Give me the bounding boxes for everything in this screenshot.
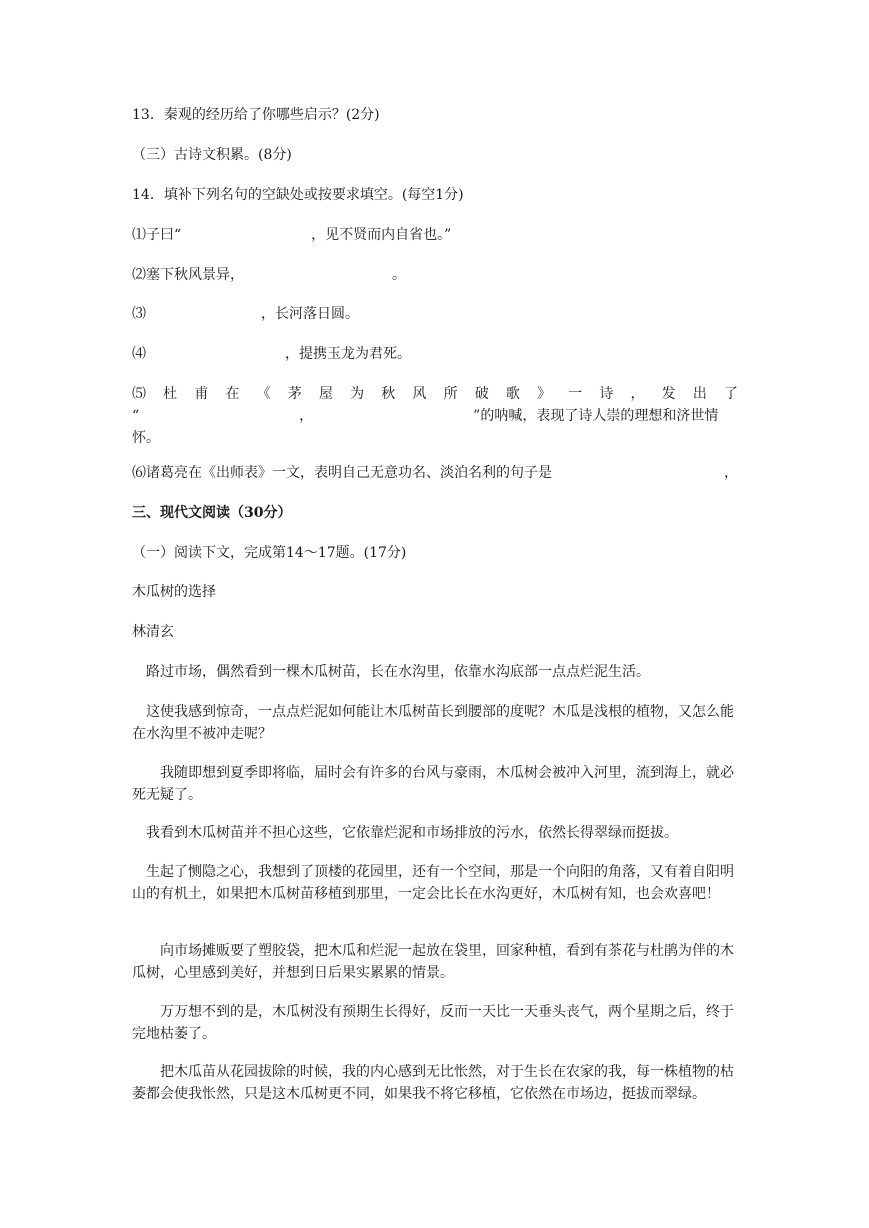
section-3-heading: （三）古诗文积累。(8分)	[132, 147, 292, 163]
q14-5-char: 》	[537, 386, 552, 402]
q14-item-4	[132, 343, 411, 365]
q14-5-line-3: 怀。	[132, 430, 160, 446]
q14-5-char: 在	[225, 386, 240, 402]
article-paragraph: 这使我感到惊奇，一点点烂泥如何能让木瓜树苗长到腰部的度呢？木瓜是浅根的植物，又怎么能在水沟里不被冲走呢？	[132, 704, 734, 742]
q14-5-char: 出	[692, 386, 707, 402]
article-author: 林清玄	[132, 624, 174, 640]
article-paragraph: 向市场摊贩要了塑胶袋，把木瓜和烂泥一起放在袋里，回家种植，看到有茶花与杜鹃为伴的木瓜树，心里感到美好，并想到日后果实累累的情景。	[132, 943, 734, 981]
q14-5-char: 了	[723, 386, 738, 402]
article-paragraph: 我随即想到夏季即将临，届时会有许多的台风与豪雨，木瓜树会被冲入河里，流到海上，就必死无疑了。	[132, 765, 734, 803]
q14-item-3	[132, 303, 359, 325]
part-3-subheading: （一）阅读下文，完成第14～17题。(17分)	[132, 545, 407, 561]
mid-comma: ，	[299, 408, 314, 424]
q14-4-prefix: ⑷	[132, 346, 146, 362]
q14-5-char: 秋	[381, 386, 396, 402]
q14-item-5	[132, 383, 738, 449]
open-quote: “	[132, 408, 140, 424]
article-paragraph: 万万想不到的是，木瓜树没有预期生长得好，反而一天比一天垂头丧气，两个星期之后，终于完地枯萎了。	[132, 1004, 734, 1042]
article-paragraph: 生起了恻隐之心，我想到了顶楼的花园里，还有一个空间，那是一个向阳的角落，又有着自阳明山的有机土，如果把木瓜树苗移植到那里，一定会比长在水沟更好，木瓜树有知，也会欢喜吧！	[132, 864, 734, 902]
q14-5-char: 歌	[505, 386, 520, 402]
q14-5-char: ，	[630, 386, 645, 402]
q14-5-char: 屋	[318, 386, 333, 402]
q14-1-prefix: ⑴子曰“	[132, 227, 182, 243]
q14-5-char: 破	[474, 386, 489, 402]
q14-6-comma: ，	[724, 465, 738, 481]
article-paragraph: 我看到木瓜树苗并不担心这些，它依靠烂泥和市场排放的污水，依然长得翠绿而挺拔。	[146, 825, 678, 841]
question-13: 13．秦观的经历给了你哪些启示？(2分)	[132, 107, 380, 123]
q14-3-prefix: ⑶	[132, 306, 146, 322]
part-3-heading: 三、现代文阅读（30分）	[132, 505, 292, 521]
q14-5-rest: ”的呐喊，表现了诗人崇的理想和济世情	[473, 408, 719, 424]
q14-5-char: 发	[661, 386, 676, 402]
q14-5-line-1	[132, 383, 738, 405]
q14-5-char: 一	[568, 386, 583, 402]
q14-5-char: ⑸	[132, 386, 146, 402]
q14-item-2	[132, 264, 406, 286]
article-paragraph: 路过市场，偶然看到一棵木瓜树苗，长在水沟里，依靠水沟底部一点点烂泥生活。	[146, 664, 650, 680]
q14-6-text: ⑹诸葛亮在《出师表》一文，表明自己无意功名、淡泊名利的句子是	[132, 465, 552, 481]
q14-2-prefix: ⑵塞下秋风景异，	[132, 267, 244, 283]
q14-2-suffix: 。	[392, 267, 406, 283]
q14-3-suffix: ，长河落日圆。	[261, 306, 359, 322]
q14-item-1	[132, 224, 451, 246]
q14-5-char: 茅	[287, 386, 302, 402]
q14-5-char: 杜	[163, 386, 178, 402]
q14-4-suffix: ，提携玉龙为君死。	[285, 346, 411, 362]
answer-blank[interactable]	[139, 405, 299, 427]
q14-5-char: 为	[350, 386, 365, 402]
q14-5-line-2	[132, 405, 738, 427]
article-paragraph: 把木瓜苗从花园拔除的时候，我的内心感到无比怅然，对于生长在农家的我，每一株植物的枯萎都会使我怅然，只是这木瓜树更不同，如果我不将它移植，它依然在市场边，挺拔而翠绿。	[132, 1064, 734, 1102]
question-14: 14．填补下列名句的空缺处或按要求填空。(每空1分)	[132, 187, 464, 203]
q14-1-suffix: ，见不贤而内自省也。”	[311, 227, 452, 243]
q14-item-6	[132, 462, 738, 484]
q14-5-char: 甫	[194, 386, 209, 402]
q14-5-char: 《	[256, 386, 271, 402]
answer-blank[interactable]	[313, 405, 473, 427]
article-title: 木瓜树的选择	[132, 584, 216, 600]
q14-5-char: 风	[412, 386, 427, 402]
q14-5-char: 所	[443, 386, 458, 402]
q14-5-char: 诗	[599, 386, 614, 402]
